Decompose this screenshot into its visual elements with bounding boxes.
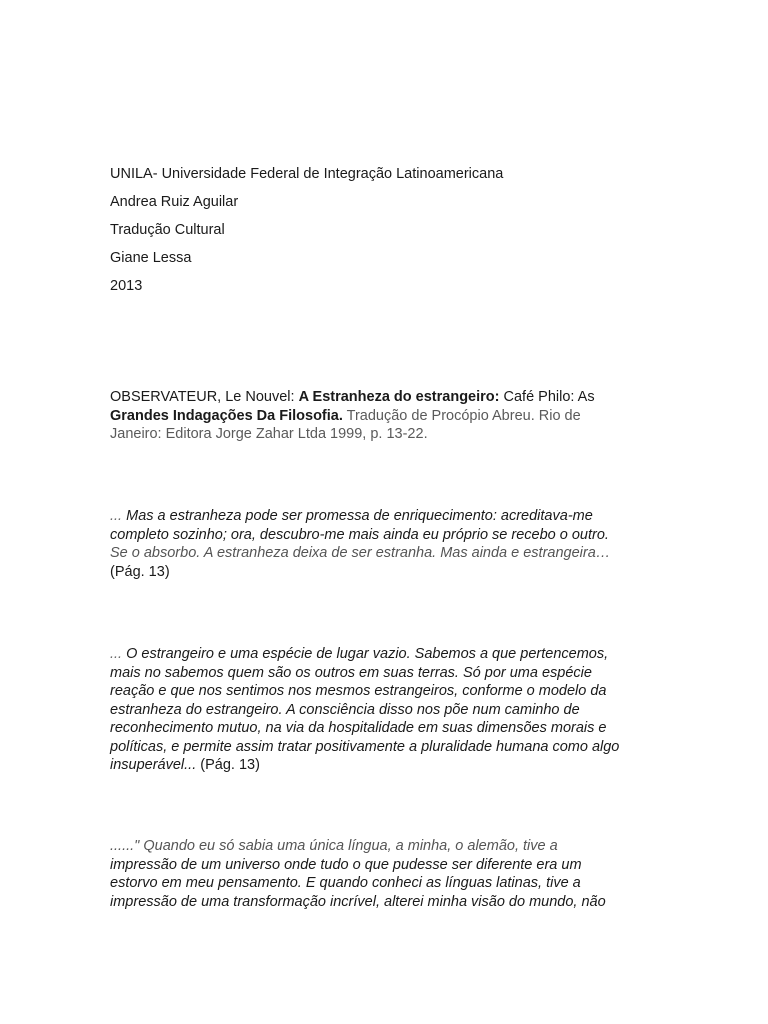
reference-prefix: OBSERVATEUR, Le Nouvel: — [110, 389, 299, 405]
quote-1 — [110, 507, 670, 581]
quote-3 — [110, 837, 670, 911]
reference-publisher: Janeiro: Editora Jorge Zahar Ltda 1999, p. 13-22. — [110, 426, 428, 442]
quote-2-line: estranheza do estrangeiro. A consciência disso nos põe num caminho de — [110, 701, 580, 718]
reference-subtitle-bold: Grandes Indagações Da Filosofia. — [110, 407, 343, 424]
quote-2-line: O estrangeiro e uma espécie de lugar vazio. Sabemos a que pertencemos, — [122, 646, 609, 662]
quote-1-line: completo sozinho; ora, descubro-me mais ainda eu próprio se recebo o outro. — [110, 526, 609, 543]
quote-1-citation: (Pág. 13) — [110, 563, 170, 580]
quote-3-line: ......" Quando eu só sabia uma única língua, a minha, o alemão, tive a — [110, 838, 558, 854]
quote-2-line: políticas, e permite assim tratar positivamente a pluralidade humana como algo — [110, 738, 620, 755]
quote-1-ellipsis: ... — [110, 508, 123, 524]
quote-2 — [110, 645, 670, 775]
quote-3-line: estorvo em meu pensamento. E quando conheci as línguas latinas, tive a — [110, 875, 581, 891]
reference-subtitle-start: Café Philo: As — [499, 389, 595, 405]
bibliographic-reference — [110, 388, 670, 444]
quote-3-line: impressão de um universo onde tudo o que pudesse ser diferente era um — [110, 856, 582, 873]
university-line: UNILA- Universidade Federal de Integração Latinoamericana — [110, 166, 504, 182]
quote-2-line: reação e que nos sentimos nos mesmos estrangeiros, conforme o modelo da — [110, 683, 607, 699]
quote-1-line: Se o absorbo. A estranheza deixa de ser estranha. Mas ainda e estrangeira… — [110, 545, 611, 561]
quote-2-citation: (Pág. 13) — [196, 757, 260, 773]
quote-2-line: mais no sabemos quem são os outros em suas terras. Só por uma espécie — [110, 664, 592, 681]
year-line: 2013 — [110, 278, 143, 294]
reference-translation: Tradução de Procópio Abreu. Rio de — [342, 407, 581, 424]
quote-3-line: impressão de uma transformação incrível, alterei minha visão do mundo, não — [110, 893, 606, 910]
quote-2-line: insuperável... — [110, 757, 197, 773]
reference-title: A Estranheza do estrangeiro: — [298, 389, 500, 405]
quote-1-line: Mas a estranheza pode ser promessa de enriquecimento: acreditava-me — [122, 508, 593, 524]
author-line: Andrea Ruiz Aguilar — [110, 194, 239, 210]
quote-2-ellipsis: ... — [110, 646, 123, 662]
quote-2-line: reconhecimento mutuo, na via da hospitalidade em suas dimensões morais e — [110, 720, 607, 736]
professor-line: Giane Lessa — [110, 250, 192, 266]
course-line: Tradução Cultural — [110, 222, 225, 238]
